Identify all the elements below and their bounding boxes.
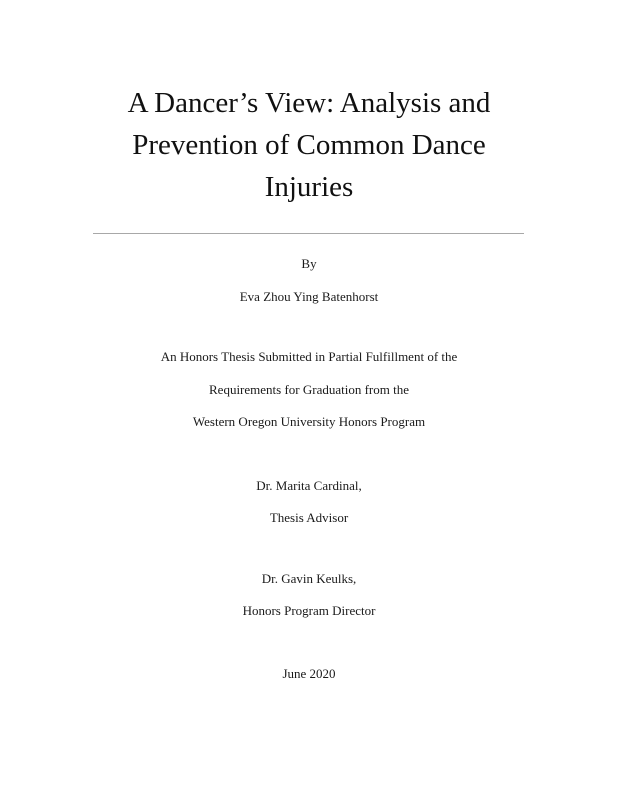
submission-date: June 2020: [282, 666, 336, 681]
title-line-1: A Dancer’s View: Analysis and: [127, 87, 491, 119]
author-name: Eva Zhou Ying Batenhorst: [239, 289, 379, 304]
title-line-2: Prevention of Common Dance: [132, 129, 486, 161]
thesis-title: [0, 82, 618, 208]
director-name: Dr. Gavin Keulks,: [261, 571, 357, 586]
submission-line-3: Western Oregon University Honors Program: [192, 414, 426, 429]
by-label: By: [301, 256, 317, 271]
title-divider: [93, 233, 524, 234]
director-role: Honors Program Director: [242, 603, 376, 618]
advisor-role: Thesis Advisor: [269, 510, 349, 525]
advisor-name: Dr. Marita Cardinal,: [256, 478, 362, 493]
title-line-3: Injuries: [264, 171, 354, 203]
submission-line-1: An Honors Thesis Submitted in Partial Fulfillment of the: [160, 349, 458, 364]
submission-line-2: Requirements for Graduation from the: [209, 382, 409, 397]
